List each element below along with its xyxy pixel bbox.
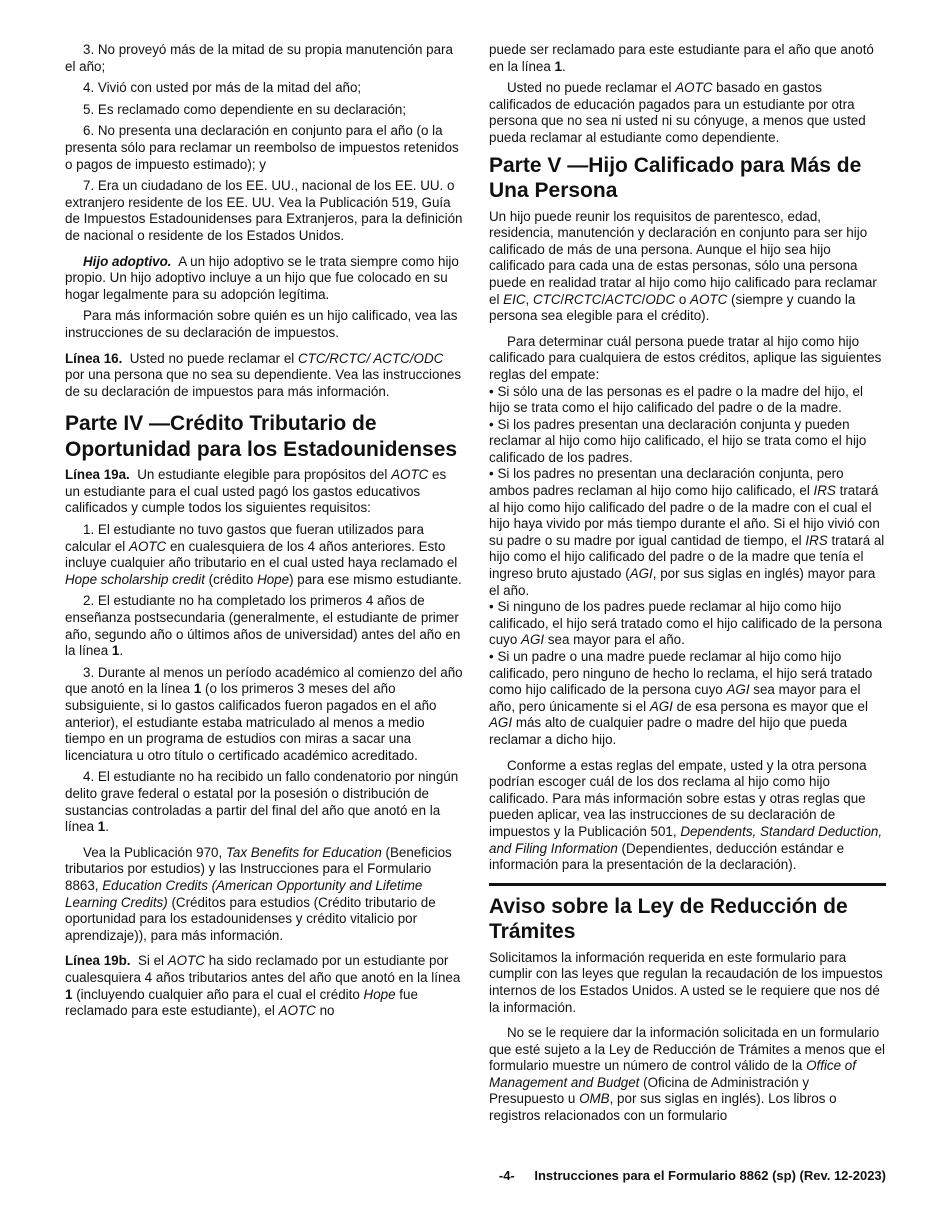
- paperwork-paragraph-1: Solicitamos la información requerida en este formulario para cumplir con las leyes que regulan la recaudación de los impuestos internos de los Estados Unidos. A usted se le requiere que nos dé la información.: [489, 949, 883, 1015]
- adopted-child-label: Hijo adoptivo.: [83, 253, 172, 269]
- line-16-paragraph: Línea 16. Usted no puede reclamar el CTC/RCTC/ ACTC/ODC por una persona que no sea su dependiente. Vea las instrucciones de su declaración de impuestos para más información.: [65, 350, 462, 399]
- student-requirement-2: 2. El estudiante no ha completado los primeros 4 años de enseñanza postsecundaria (generalmente, el estudiante de primer año, segundo año o últimos años de universidad) antes del año en la línea 1.: [65, 593, 461, 659]
- footer-title: Instrucciones para el Formulario 8862 (sp) (Rev. 12-2023): [534, 1168, 886, 1183]
- part-5-heading: Parte V —Hijo Calificado para Más de Una Persona: [489, 153, 862, 203]
- bullet-icon: •: [489, 649, 494, 664]
- line-16-label: Línea 16.: [65, 350, 123, 366]
- requirement-3: 3. No proveyó más de la mitad de su propia manutención para el año;: [65, 42, 453, 74]
- bullet-icon: •: [489, 416, 494, 432]
- left-column: [65, 42, 463, 1025]
- publication-970-paragraph: Vea la Publicación 970, Tax Benefits for Education (Beneficios tributarios por estudios) y las Instrucciones para el Formulario 8863, Education Credits (American Opportunity and Lifetime Learning Credits) (Créditos para estudios (Crédito tributario de oportunidad para los estadounidenses y crédito vitalicio por aprendizaje)), para más información.: [65, 844, 452, 943]
- more-info-paragraph: Para más información sobre quién es un hijo calificado, vea las instrucciones de su declaración de impuestos.: [65, 308, 458, 340]
- requirement-6: 6. No presenta una declaración en conjunto para el año (o la presenta sólo para reclamar un reembolso de impuestos retenidos o pagos de impuesto estimado); y: [65, 123, 459, 172]
- section-divider: [489, 883, 886, 886]
- adopted-child-paragraph: Hijo adoptivo. A un hijo adoptivo se le trata siempre como hijo propio. Un hijo adoptivo incluye a un hijo que fue colocado en su hogar legalmente para su adopción legítima.: [65, 253, 459, 302]
- requirement-5: 5. Es reclamado como dependiente en su declaración;: [83, 101, 407, 117]
- tie-breaker-conclusion: Conforme a estas reglas del empate, usted y la otra persona podrían escoger cuál de los dos reclama al hijo como hijo calificado. Para más información sobre estas y otras reglas que pueden aplicar, vea las instrucciones de su declaración de impuestos y la Publicación 501, Dependents, Standard Deduction, and Filing Information (Dependientes, deducción estándar e información para la presentación de la declaración).: [489, 757, 883, 873]
- tie-rule-3: • Si los padres no presentan una declaración conjunta, pero ambos padres reclaman al hijo como hijo calificado, el IRS tratará al hijo como hijo calificado del padre o de la madre con el cual el hijo haya vivido por más tiempo durante el año. Si el hijo vivió con su padre o su madre por igual cantidad de tiempo, el IRS tratará al hijo como el hijo calificado del padre o de la madre que tenía el ingreso bruto ajustado (AGI, por sus siglas en inglés) mayor para el año.: [489, 466, 885, 598]
- bullet-icon: •: [489, 466, 494, 482]
- paperwork-paragraph-2: No se le requiere dar la información solicitada en un formulario que esté sujeto a la Ley de Reducción de Trámites a menos que el formulario muestre un número de control válido de la Office of Management and Budget (Oficina de Administración y Presupuesto u OMB, por sus siglas en inglés). Los libros o registros relacionados con un formulario: [489, 1025, 886, 1124]
- tie-rule-5: • Si un padre o una madre puede reclamar al hijo como hijo calificado, pero ninguno de hecho lo reclama, el hijo será tratado como hijo calificado de la persona cuyo AGI sea mayor para el año, pero únicamente si el AGI de esa persona es mayor que el AGI más alto de cualquier padre o madre del hijo que pueda reclamar a dicho hijo.: [489, 649, 873, 747]
- part-4-heading: Parte IV —Crédito Tributario de Oportunidad para los Estadounidenses: [65, 412, 458, 461]
- line-19b-label: Línea 19b.: [65, 953, 131, 969]
- requirement-4: 4. Vivió con usted por más de la mitad del año;: [83, 80, 362, 96]
- student-requirement-4: 4. El estudiante no ha recibido un fallo condenatorio por ningún delito grave federal o estatal por la posesión o distribución de sustancias controladas a partir del final del año que anotó en la línea 1.: [65, 769, 459, 835]
- paperwork-notice-heading: Aviso sobre la Ley de Reducción de Trámites: [489, 894, 848, 944]
- tie-rule-1: • Si sólo una de las personas es el padre o la madre del hijo, el hijo se trata como el hijo calificado del padre o de la madre.: [489, 383, 863, 416]
- bullet-icon: •: [489, 599, 494, 615]
- page-footer: [499, 1168, 886, 1185]
- tie-rule-4: • Si ninguno de los padres puede reclamar al hijo como hijo calificado, el hijo será tratado como el hijo calificado de la persona cuyo AGI sea mayor para el año.: [489, 599, 883, 648]
- requirement-7: 7. Era un ciudadano de los EE. UU., nacional de los EE. UU. o extranjero residente de los EE. UU. Vea la Publicación 519, Guía de Impuestos Estadounidenses para Extranjeros, para la definición de nacional o residente de los Estados Unidos.: [65, 178, 463, 243]
- part-5-intro: Un hijo puede reunir los requisitos de parentesco, edad, residencia, manutención y declaración en conjunto para ser hijo calificado de más de una persona. Aunque el hijo sea hijo calificado para cada una de estas personas, sólo una persona puede en realidad tratar al hijo como hijo calificado para reclamar el EIC, CTC/RCTC/ACTC/ODC o AOTC (siempre y cuando la persona sea elegible para el crédito).: [489, 208, 877, 324]
- line-19a-paragraph: Línea 19a. Un estudiante elegible para propósitos del AOTC es un estudiante para el cual usted pagó los gastos educativos calificados y cumple todos los siguientes requisitos:: [65, 467, 447, 516]
- tie-breaker-intro: Para determinar cuál persona puede tratar al hijo como hijo calificado para cualquiera de estos créditos, aplique las siguientes reglas del empate:: [489, 333, 882, 382]
- student-requirement-3: 3. Durante al menos un período académico al comienzo del año que anotó en la línea 1 (o los primeros 3 meses del año subsiguiente, si lo gastos calificados fueron pagados en el año anterior), el estudiante estaba matriculado al menos a medio tiempo en un programa de estudios con miras a sacar una licenciatura u otro título o certificado académico acreditado.: [65, 664, 463, 763]
- line-19a-label: Línea 19a.: [65, 467, 130, 483]
- student-requirement-1: 1. El estudiante no tuvo gastos que fueran utilizados para calcular el AOTC en cualesquiera de los 4 años anteriores. Esto incluye cualquier año tributario en el cual usted haya reclamado el Hope scholarship credit (crédito Hope) para ese mismo estudiante.: [65, 522, 462, 587]
- page-number: -4-: [498, 1168, 515, 1183]
- right-column: [489, 42, 886, 1130]
- tie-rule-2: • Si los padres presentan una declaración conjunta y pueden reclamar al hijo como hijo calificado, el hijo se trata como el hijo calificado de los padres.: [489, 416, 867, 465]
- bullet-icon: •: [489, 383, 494, 399]
- line-19b-paragraph: Línea 19b. Si el AOTC ha sido reclamado por un estudiante por cualesquiera 4 años tributarios antes del año que anotó en la línea 1 (incluyendo cualquier año para el cual el crédito Hope fue reclamado para este estudiante), el AOTC no: [65, 953, 461, 1019]
- aotc-paragraph: Usted no puede reclamar el AOTC basado en gastos calificados de educación pagados para un estudiante por otra persona que no sea ni usted ni su cónyuge, a menos que usted pueda reclamar al estudiante como dependiente.: [489, 80, 866, 145]
- line-19b-continuation: puede ser reclamado para este estudiante para el año que anotó en la línea 1.: [489, 42, 874, 74]
